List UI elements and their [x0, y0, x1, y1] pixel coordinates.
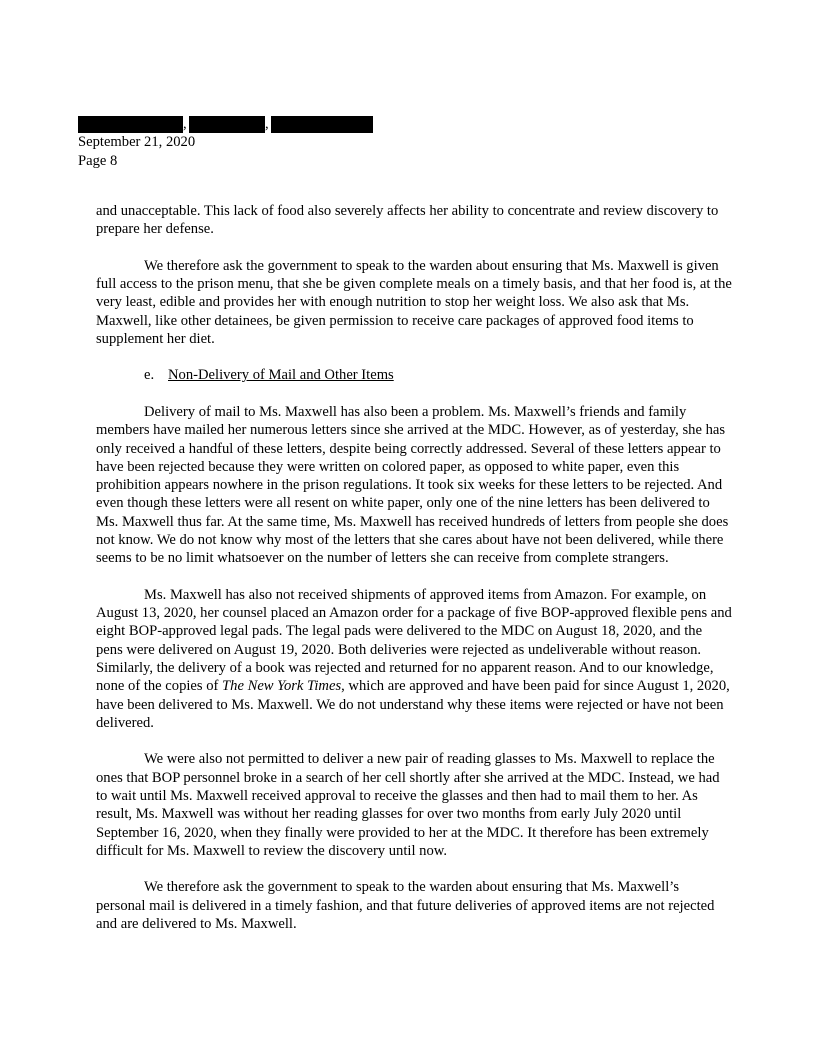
- paragraph: [96, 586, 732, 732]
- paragraph: and unacceptable. This lack of food also severely affects her ability to concentrate and review discovery to prepare her defense.: [96, 203, 719, 238]
- letter-header: [78, 115, 478, 170]
- paragraph: We were also not permitted to deliver a new pair of reading glasses to Ms. Maxwell to replace the ones that BOP personnel broke in a search of her cell shortly after she arrived at the MDC. Instead, we had to wait until Ms. Maxwell received approval to receive the glasses and then had to mail them to her. As result, Ms. Maxwell was without her reading glasses for over two months from early July 2020 until September 16, 2020, when they finally were provided to her at the MDC. It therefore has been extremely difficult for Ms. Maxwell to review the discovery until now.: [96, 751, 720, 859]
- paragraph: We therefore ask the government to speak to the warden about ensuring that Ms. Maxwell’s personal mail is delivered in a timely fashion, and that future deliveries of approved items are not rejected and are delivered to Ms. Maxwell.: [96, 879, 715, 932]
- comma: ,: [183, 116, 187, 132]
- section-letter: e.: [144, 367, 155, 384]
- page-number: Page 8: [78, 152, 118, 169]
- letter-body: [96, 202, 732, 951]
- paragraph: Delivery of mail to Ms. Maxwell has also been a problem. Ms. Maxwell’s friends and family members have mailed her numerous letters since she arrived at the MDC. However, as of yesterday, she has only received a handful of these letters, despite being correctly addressed. Several of these letters appear to have been rejected because they were written on colored paper, as opposed to white paper, even this prohibition appears nowhere in the prison regulations. It took six weeks for these letters to be rejected. And even though these letters were all resent on white paper, only one of the nine letters has been delivered to Ms. Maxwell thus far. At the same time, Ms. Maxwell has received hundreds of letters from people she does not know. We do not know why most of the letters that she cares about have not been delivered, while there seems to be no limit whatsoever on the number of letters she can receive from complete strangers.: [96, 403, 729, 567]
- redaction-block: [271, 116, 373, 133]
- paragraph-text: , which are approved and have been paid for since August 1, 2020, have been delivered to Ms. Maxwell. We do not understand why these items were rejected or have not been delivered.: [96, 678, 730, 731]
- comma: ,: [265, 116, 269, 132]
- publication-title: The New York Times: [222, 678, 342, 695]
- letter-date: September 21, 2020: [78, 134, 196, 150]
- section-title: Non-Delivery of Mail and Other Items: [168, 367, 394, 384]
- redacted-addressee-line: [78, 115, 478, 133]
- redaction-block: [78, 116, 183, 133]
- paragraph: We therefore ask the government to speak to the warden about ensuring that Ms. Maxwell is given full access to the prison menu, that she be given complete meals on a timely basis, and that her food is, at the very least, edible and provides her with enough nutrition to stop her weight loss. We also ask that Ms. Maxwell, like other detainees, be given permission to receive care packages of approved food items to supplement her diet.: [96, 257, 732, 347]
- section-heading: [96, 366, 732, 384]
- paragraph-text: Ms. Maxwell has also not received shipments of approved items from Amazon. For example, on August 13, 2020, her counsel placed an Amazon order for a package of five BOP-approved flexible pens and eight BOP-approved legal pads. The legal pads were delivered to the MDC on August 18, 2020, and the pens were delivered on August 19, 2020. Both deliveries were rejected as undeliverable without reason. Similarly, the delivery of a book was rejected and returned for no apparent reason. And to our knowledge, none of the copies of: [96, 586, 732, 695]
- redaction-block: [189, 116, 265, 133]
